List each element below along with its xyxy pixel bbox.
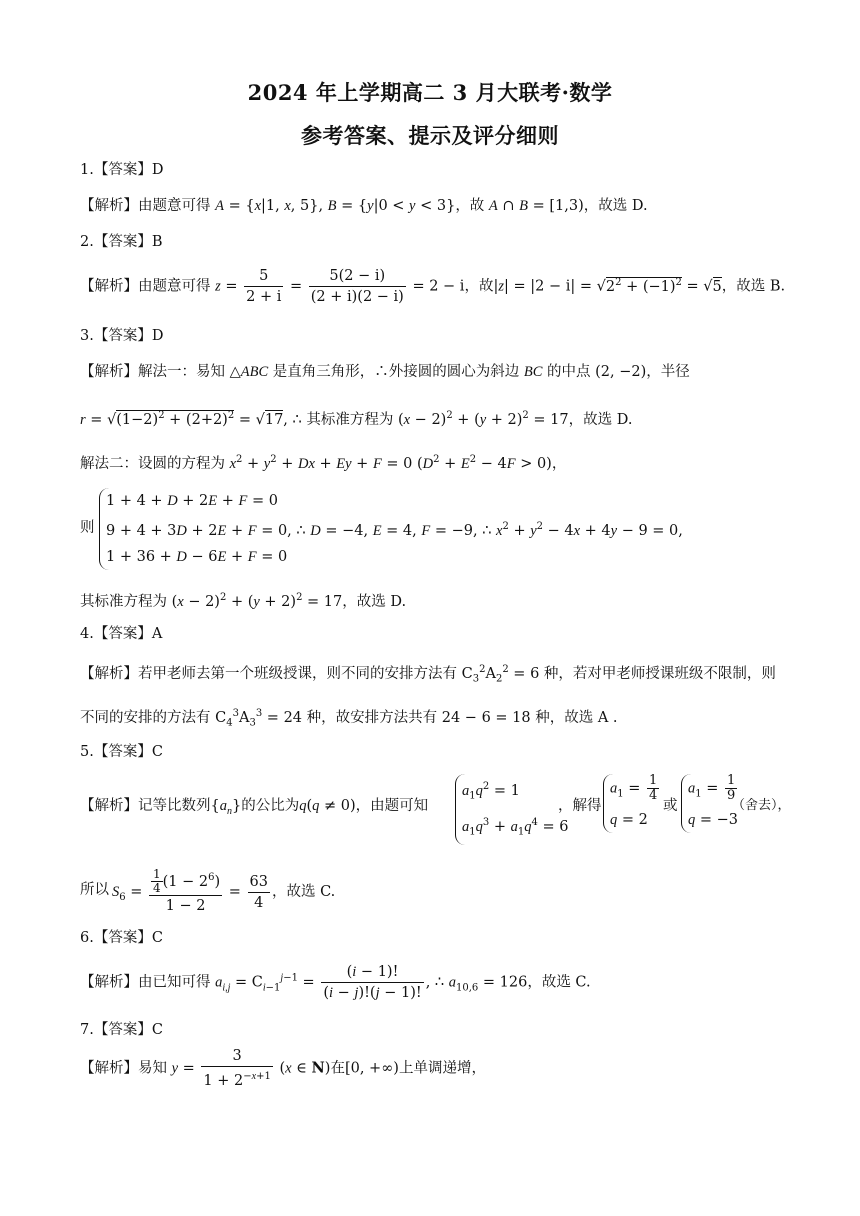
solution-3-line-3: 解法二：设圆的方程为 $x^2 + y^2 + Dx + Ey + F = 0$ $(D^2 + E^2 - 4F > 0)$，	[80, 454, 567, 472]
solution-4-line-1: 【解析】若甲老师去第一个班级授课，则不同的安排方法有 $C_3^2A_2^2 = 6$ 种，若对甲老师授课班级不限制，则	[80, 664, 776, 685]
solution-4-line-2: 不同的安排的方法有 $C_4^3A_3^3 = 24$ 种，故安排方法共有 24 − 6 = 18 种，故选 A .	[80, 708, 618, 729]
solution-3-final: 其标准方程为 $(x - 2)^2 + (y + 2)^2 = 17$，故选 D.	[80, 592, 407, 610]
page-subtitle: 参考答案、提示及评分细则	[301, 123, 559, 148]
solution-1: 【解析】由题意可得 A = {x|1, x, 5}, B = {y|0 < y < 3}，故 A ∩ B = [1,3)，故选 D.	[80, 198, 648, 214]
answer-5: 5.【答案】C	[80, 744, 163, 760]
answer-4: 4.【答案】A	[80, 626, 163, 642]
answer-6: 6.【答案】C	[80, 930, 163, 946]
page-title: 2024 年上学期高二 3 月大联考·数学	[247, 80, 613, 105]
solution-5-line-1: 【解析】记等比数列$\{a_n\}$的公比为q(q ≠ 0)，由题可知 $a_1q^2 = 1$ $a_1q^3 + a_1q^4 = 6$ ，解得 $a_1$ = $\frac{1}{4}$ q = 2 或 $a_1$ = $\frac{1}{9}$ q = −3 （舍去），	[80, 774, 790, 834]
answer-2: 2.【答案】B	[80, 234, 163, 250]
solution-7: 【解析】易知 y = $\frac{3}{1 + 2^{-x+1}}$ (x ∈ N)在[0, +∞)上单调递增，	[80, 1048, 486, 1089]
solution-3-system: 则 1 + 4 + D + 2E + F = 0 9 + 4 + 3D + 2E + F = 0, ∴ D = −4, E = 4, F = −9, ∴ $x^2 + y^2 - 4x + 4y - 9 = 0$, 1 + 36 + D − 6E + F = 0	[80, 488, 790, 568]
solution-3-line-2: $r = √(1-2)^2 + (2+2)^2 = √17$, ∴ 其标准方程为 $(x - 2)^2 + (y + 2)^2 = 17$，故选 D.	[80, 410, 633, 428]
solution-3-line-1: 【解析】解法一：易知 △ABC 是直角三角形，∴外接圆的圆心为斜边 BC 的中点 (2, −2)，半径	[80, 364, 690, 380]
solution-6: 【解析】由已知可得 $a_{i,j} = C_{i-1}^{j-1}$ = $\frac{(i - 1)!}{(i - j)!(j - 1)!}$ , ∴ $a_{10,6} = 126$，故选 C.	[80, 964, 591, 1001]
solution-5-line-2: 所以 $S_6$ = $\frac{1}{4}$ $(1 - 2^6)$ 1 − 2 = $\frac{63}{4}$ ，故选 C.	[80, 867, 336, 915]
solution-2: 【解析】由题意可得 z = $\frac{5}{2 + i}$ = $\frac{5(2 - i)}{(2 + i)(2 - i)}$ = 2 − i，故$|z| = |2 - i| = √2^2 + (-1)^2 = √5$，故选 B.	[80, 268, 786, 305]
answer-1: 1.【答案】D	[80, 162, 164, 178]
answer-7: 7.【答案】C	[80, 1022, 163, 1038]
answer-3: 3.【答案】D	[80, 328, 164, 344]
